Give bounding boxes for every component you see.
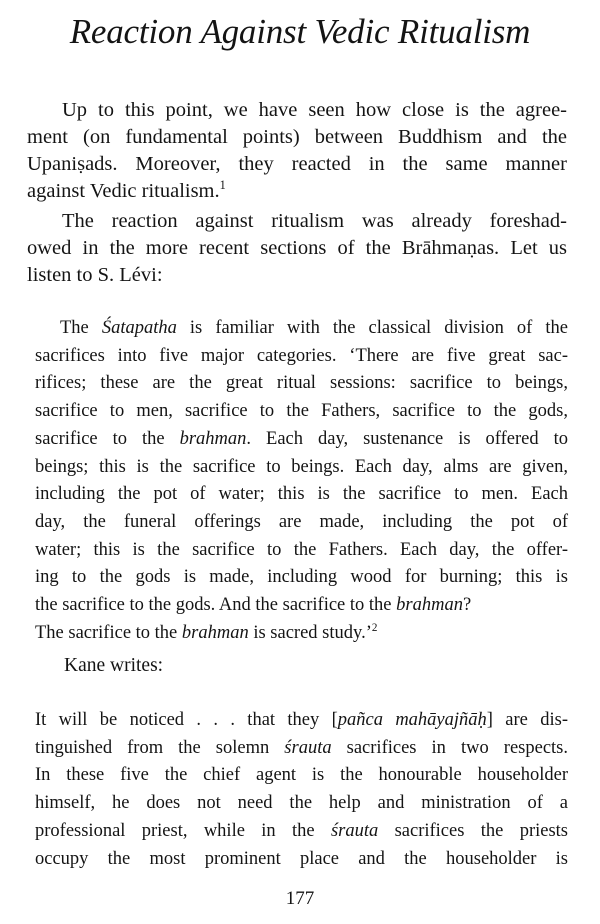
quote-line: occupy the most prominent place and the householder is (35, 848, 568, 869)
quote-line: The sacrifice to the brahman is sacred study.’$^2$ (35, 621, 378, 643)
paragraph-line: against Vedic ritualism.$^1$ (27, 178, 226, 202)
paragraph-1 (27, 97, 567, 205)
quote-line: himself, he does not need the help and ministration of a (35, 793, 568, 814)
quote-line: sacrifice to men, sacrifice to the Fathers, sacrifice to the gods, (35, 401, 568, 422)
paragraph-line: owed in the more recent sections of the Brāhmaṇas. Let us (27, 237, 567, 259)
quote-line: day, the funeral offerings are made, including the pot of (35, 511, 568, 532)
paragraph-line: The reaction against ritualism was already foreshad- (62, 210, 567, 232)
footnote-ref: 1 (219, 178, 226, 193)
quote-line: The Śatapatha is familiar with the classical division of the (60, 318, 568, 338)
paragraph-2 (27, 208, 567, 289)
block-quote-levi (35, 315, 568, 647)
quote-line: In these five the chief agent is the honourable householder (35, 765, 568, 786)
footnote-ref: 2 (371, 621, 378, 634)
paragraph-line: Upaniṣads. Moreover, they reacted in the same manner (27, 153, 567, 175)
quote-line: rifices; these are the great ritual sessions: sacrifice to beings, (35, 373, 568, 394)
chapter-title: Reaction Against Vedic Ritualism (69, 12, 531, 51)
block-quote-kane (35, 707, 568, 873)
page-number: 177 (285, 888, 315, 909)
quote-line: sacrifices into five major categories. ‘There are five great sac- (35, 345, 568, 366)
quote-line: sacrifice to the brahman. Each day, sustenance is offered to (35, 428, 569, 449)
quote-line: ing to the gods is made, including wood for burning; this is (35, 567, 568, 588)
quote-line: including the pot of water; this is the sacrifice to men. Each (35, 484, 568, 505)
quote-line: water; this is the sacrifice to the Fathers. Each day, the offer- (35, 539, 568, 560)
paragraph-line: listen to S. Lévi: (27, 264, 163, 286)
quote-line: professional priest, while in the śrauta sacrifices the priests (35, 820, 568, 841)
paragraph-line: Up to this point, we have seen how close is the agree- (62, 99, 567, 121)
quote-line: tinguished from the solemn śrauta sacrifices in two respects. (35, 737, 568, 758)
quote-line: beings; this is the sacrifice to beings. Each day, alms are given, (35, 456, 568, 477)
kane-intro: Kane writes: (64, 655, 164, 676)
quote-line: It will be noticed . . . that they [pañca mahāyajñāḥ] are dis- (35, 710, 568, 730)
paragraph-line: ment (on fundamental points) between Buddhism and the (27, 126, 567, 148)
quote-line: the sacrifice to the gods. And the sacrifice to the brahman? (35, 595, 472, 616)
